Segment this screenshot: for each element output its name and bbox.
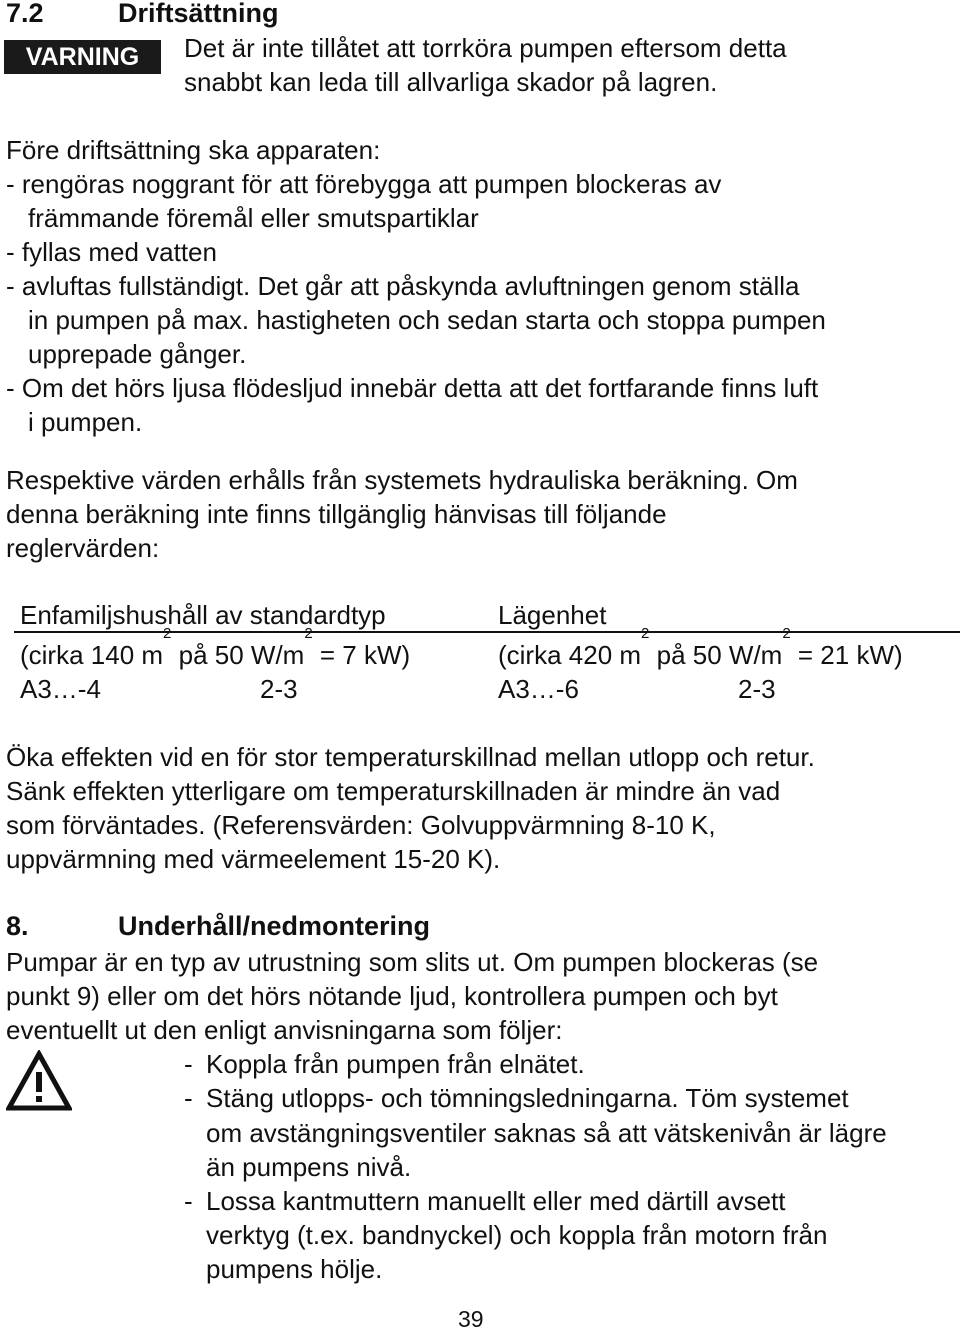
section-title: Underhåll/nedmontering [118, 911, 431, 941]
table-pump-apartment: A3…-6 [498, 674, 579, 704]
warning-line: snabbt kan leda till allvarliga skador på lagren. [184, 67, 718, 97]
table-pump-single-family: A3…-4 [20, 674, 101, 704]
list-item-line: Stäng utlopps- och tömningsledningarna. Töm systemet [206, 1083, 849, 1113]
table-header-single-family: Enfamiljshushåll av standardtyp [20, 600, 386, 630]
list-item-line: än pumpens nivå. [206, 1152, 412, 1182]
list-item-line: Lossa kantmuttern manuellt eller med därtill avsett [206, 1186, 786, 1216]
section-title: Driftsättning [118, 0, 279, 28]
list-dash: - [184, 1186, 193, 1216]
warning-badge: VARNING [4, 40, 161, 74]
list-item-line: om avstängningsventiler saknas så att vätskenivån är lägre [206, 1118, 887, 1148]
paragraph-line: Pumpar är en typ av utrustning som slits ut. Om pumpen blockeras (se [6, 947, 819, 977]
section-number: 7.2 [6, 0, 44, 28]
section-number: 8. [6, 911, 29, 941]
table-header-apartment: Lägenhet [498, 600, 607, 630]
list-line: i pumpen. [28, 407, 143, 437]
list-item-line: Koppla från pumpen från elnätet. [206, 1049, 585, 1079]
paragraph-line: eventuellt ut den enligt anvisningarna som följer: [6, 1015, 563, 1045]
table-value-single-family: 2-3 [260, 674, 298, 704]
paragraph-line: Respektive värden erhålls från systemets hydrauliska beräkning. Om [6, 465, 798, 495]
paragraph-line: reglervärden: [6, 533, 160, 563]
warning-triangle-icon [6, 1050, 72, 1112]
page-number: 39 [458, 1306, 484, 1332]
table-value-apartment: 2-3 [738, 674, 776, 704]
list-item-line: verktyg (t.ex. bandnyckel) och koppla från motorn från [206, 1220, 828, 1250]
paragraph-line: uppvärmning med värmeelement 15-20 K). [6, 844, 501, 874]
list-line: - fyllas med vatten [6, 237, 217, 267]
table-rule [14, 631, 960, 633]
paragraph-line: denna beräkning inte finns tillgänglig hänvisas till följande [6, 499, 667, 529]
list-dash: - [184, 1083, 193, 1113]
list-dash: - [184, 1049, 193, 1079]
warning-line: Det är inte tillåtet att torrköra pumpen eftersom detta [184, 33, 787, 63]
paragraph-line: Sänk effekten ytterligare om temperaturskillnaden är mindre än vad [6, 776, 781, 806]
paragraph-line: som förväntades. (Referensvärden: Golvuppvärmning 8-10 K, [6, 810, 716, 840]
list-line: - rengöras noggrant för att förebygga att pumpen blockeras av [6, 169, 722, 199]
list-line: upprepade gånger. [28, 339, 247, 369]
table-calc-apartment: (cirka 420 $m^2$ på 50 $W/m^2 = 21$ kW) [498, 625, 903, 670]
paragraph-line: Öka effekten vid en för stor temperaturskillnad mellan utlopp och retur. [6, 742, 815, 772]
list-line: - avluftas fullständigt. Det går att påskynda avluftningen genom ställa [6, 271, 800, 301]
paragraph-line: Före driftsättning ska apparaten: [6, 135, 381, 165]
list-item-line: pumpens hölje. [206, 1254, 383, 1284]
list-line: - Om det hörs ljusa flödesljud innebär detta att det fortfarande finns luft [6, 373, 819, 403]
table-calc-single-family: (cirka 140 $m^2$ på 50 $W/m^2 = 7$ kW) [20, 625, 411, 670]
paragraph-line: punkt 9) eller om det hörs nötande ljud, kontrollera pumpen och byt [6, 981, 778, 1011]
list-line: främmande föremål eller smutspartiklar [28, 203, 479, 233]
list-line: in pumpen på max. hastigheten och sedan starta och stoppa pumpen [28, 305, 826, 335]
